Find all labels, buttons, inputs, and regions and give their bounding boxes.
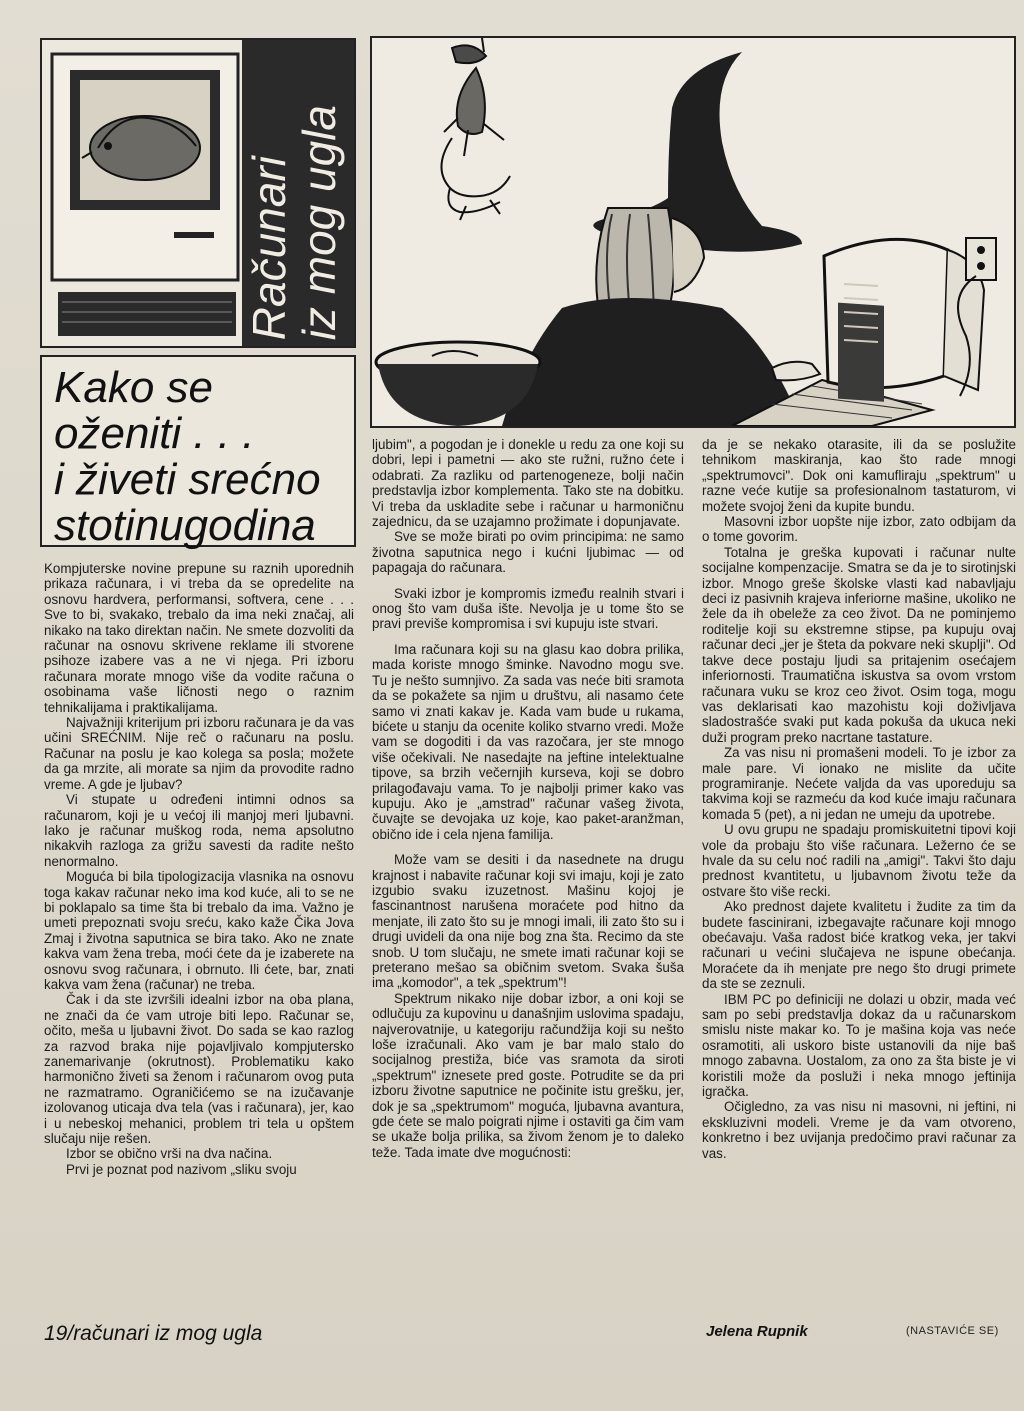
paragraph: Izbor se obično vrši na dva načina. [66, 1146, 273, 1162]
page-folio: 19/računari iz mog ugla [44, 1322, 263, 1345]
paragraph: Kompjuterske novine prepune su raznih uporednih prikaza računara, i vi treba da se opredelite na osnovu hardvera, performansi, softvera, cene . . . Sve to bi, svakako, trebalo da ima neki značaj, ali nikako na tako direktan način. Ne smete dozvoliti da računar na osnovu skrivene reklame ili stvorene psihoze izabere vas a ne vi njega. Pri izboru računara morate mnogo više da vodite računa o osobinama vaše ličnosti nego o raznim tehnikalijama i praktikalijama. [44, 561, 354, 715]
paragraph: Čak i da ste izvršili idealni izbor na oba plana, ne znači da će vam utroje biti lepo. Računar se, očito, meša u ljubavni život. Do sada se kao razlog za razvod braka nije pojavljivalo kompjutersko zanemarivanje (okrutnost). Problematiku kako harmonično živeti sa ženom i računarom ovog puta ne razmatramo. Ograničićemo se na izučavanje izolovanog uticaja dva tela (vas i računara), jer, kao i u nebeskoj mehanici, problem tri tela u opštem slučaju nije rešen. [44, 992, 354, 1147]
headline-line-1: Kako se [54, 363, 213, 412]
article-column-2 [372, 437, 684, 1160]
paragraph: Za vas nisu ni promašeni modeli. To je izbor za male pare. Vi ionako ne mislite da učite programiranje. Nećete valjda da vas uporeduju sa takvima koji se razmeću da kod kuće imaju računara komada 5 (pet), a ni jedan ne umeju da upotrebe. [702, 745, 1016, 822]
paragraph: da je se nekako otarasite, ili da se poslužite tehnikom maskiranja, kao što rade mnogi „spektrumovci". Dok oni kamufliraju „spektrum" u razne veće kutije sa profesionalnom tastaturom, vi možete svojoj ženi da kupite bundu. [702, 437, 1016, 514]
witch-computer-illustration [370, 36, 1016, 428]
continued-note: (NASTAVIĆE SE) [906, 1325, 999, 1337]
paragraph: U ovu grupu ne spadaju promiskuitetni tipovi koji vole da probaju što više računara. Ležerno će se hvale da su celu noć radili na „amigi". Takvi što daju prednost kvantitetu, u ljubavnom životu teže da ostvare što više recki. [702, 822, 1016, 899]
headline-line-2: oženiti . . . [54, 409, 255, 458]
witch-drawing-icon [372, 38, 1014, 426]
paragraph: Ima računara koji su na glasu kao dobra prilika, mada koriste mnogo šminke. Navodno mogu sve. Tu je nešto sumnjivo. Za sada vas neće biti sramota da se pokažete sa njim u društvu, ali nasamo ćete samo vi znati kakav je. Kada vam bude u rukama, bićete u stanju da ocenite koliko stvarno vredi. Može vam se dogoditi i da vas razočara, jer ste mnogo više očekivali. Ne nasedajte na jeftine intelektualne tipove, sa brzih večernjih kurseva, koji se dobro prilagođavaju vama. To je najbolji primer kako vas kupuju. Ako je „amstrad" računar vašeg života, čuvajte se devojaka uz koje, kao paket-aranžman, obično ide i cela njena familija. [372, 641, 684, 842]
paragraph: Sve se može birati po ovim principima: ne samo životna saputnica nego i kućni ljubimac — od papagaja do računara. [372, 529, 684, 576]
article-column-1 [44, 561, 354, 1177]
paragraph: Vi stupate u određeni intimni odnos sa računarom, koji je u većoj ili manjoj meri ljubavni. Iako je računar muškog roda, nema apsolutno nikakvih razloga za grižu savesti da radite nešto nenormalno. [44, 792, 354, 869]
headline-line-4: stotinugodina [54, 501, 316, 550]
section-title-strip [242, 40, 354, 346]
paragraph: Svaki izbor je kompromis između realnih stvari i onog što vam duša ište. Nevolja je u tome što se pravi previše kompromisa i svi kupuju iste stvari. [372, 585, 684, 632]
paragraph: IBM PC po definiciji ne dolazi u obzir, mada već sam po sebi predstavlja dokaz da u računarskom smislu niste makar ko. To je mašina koja vas neće osramotiti, ali uskoro biste ustanovili da nije baš mnogo zabavna. Uostalom, za ono za šta biste je vi koristili može da posluži i neka mnogo jeftinija igračka. [702, 991, 1016, 1100]
author-name: Jelena Rupnik [706, 1323, 808, 1340]
paragraph: Masovni izbor uopšte nije izbor, zato odbijam da o tome govorim. [702, 514, 1016, 545]
headline-line-3: i živeti srećno [54, 455, 321, 504]
computer-illustration-icon [48, 48, 244, 344]
paragraph: Ako prednost dajete kvalitetu i žudite za tim da budete fascinirani, izbegavajte računare koji mnogo obećavaju. Vaša radost biće kratkog veka, jer takvi računari u većini slučajeva ne ispune obećanja. Moraćete da ih menjate pre nego što drugi primete da ste se zeznuli. [702, 899, 1016, 992]
paragraph: Totalna je greška kupovati i računar nulte socijalne kompenzacije. Smatra se da je to sirotinjski izbor. Mnogo greše školske vlasti kad nabavljaju deci iz pasivnih krajeva inferiorne mašine, ukoliko ne žele da ih obeleže za ceo život. Da ne pominjemo roditelje koji su ekstremne stipse, pa kupuju ovaj računar deci „jer je šteta da pokvare neki skuplji". Od takve dece postaju ljudi sa pritajenim osećajem inferiornosti. Traumatična iskustva sa ovom vrstom računara vuku se kroz ceo život. Osim toga, mogu vas deklarisati kao mazohistu koji doživljava sladostrašće svaki put kada pokuša da ukuca neki duži program preko nacrtane tastature. [702, 544, 1016, 745]
paragraph: Prvi je poznat pod nazivom „sliku svoju [66, 1161, 297, 1177]
paragraph: Moguća bi bila tipologizacija vlasnika na osnovu toga kakav računar neko ima kod kuće, ali to se ne bi poklapalo sa time šta bi trebalo da ima. Važno je umeti prepoznati svoju sreću, kako kaže Čika Jova Zmaj i životna saputnica se bira tako. Ako ne znate kakva vam žena treba, moći ćete da je izaberete na osnovu svog računara, i obrnuto. Ili ćete, bar, znati kakva vam žena (računar) ne treba. [44, 869, 354, 992]
paragraph: Može vam se desiti i da nasednete na drugu krajnost i nabavite računar koji svi imaju, koji je zato izgubio svaku izuzetnost. Mašinu kojoj je fascinantnost narušena moraćete pod hitno da menjate, ili zato što su je mnogi imali, ili zato što su i drugi uvideli da ona nije bog zna šta. Recimo da ste snob. U tom slučaju, ne smete imati računar koji se preterano mešao sa običnim svetom. Svaka šuša ima „komodor", a tek „spektrum"! [372, 852, 684, 991]
article-column-3 [702, 437, 1016, 1161]
section-title: Računari iz mog ugla [243, 104, 345, 340]
paragraph: Spektrum nikako nije dobar izbor, a oni koji se odlučuju za kupovinu u današnjim uslovima spadaju, najverovatnije, u kategoriju račundžija koji su nešto loše izračunali. Ako vam je bar malo stalo do socijalnog prestiža, biće vas sramota da siroti „spektrum" iznesete pred goste. Potrudite se da pri izboru životne saputnice ne počinite istu grešku, jer, dok je sa „spektrumom" moguća, ljubavna avantura, gde ćete se malo poigrati njime i ostaviti ga čim vam se ukaže bolja prilika, sa živom ženom je to daleko teže. Tada imate dve mogućnosti: [372, 990, 684, 1160]
section-logo-box [40, 38, 356, 348]
paragraph: Najvažniji kriterijum pri izboru računara je da vas učini SREĆNIM. Nije reč o računaru na poslu. Računar na poslu je kao kolega sa posla; možete da ga mrzite, ali morate sa njim da provodite radno vreme. A gde je ljubav? [44, 715, 355, 792]
paragraph: Očigledno, za vas nisu ni masovni, ni jeftini, ni ekskluzivni modeli. Vreme je da vam otvoreno, konkretno i bez uvijanja predočimo pravi računar za vas. [702, 1099, 1016, 1161]
paragraph: ljubim", a pogodan je i donekle u redu za one koji su dobri, lepi i pametni — ako ste ružni, ružno ćete i odabrati. Za razliku od partenogeneze, bolji način predstavlja izbor komplementa. Tako ste na dobitku. Vi treba da uskladite sebe i računar u harmoničnu zajednicu, da se uzajamno prožimate i dopunjavate. [372, 437, 684, 530]
headline-box [40, 355, 356, 550]
